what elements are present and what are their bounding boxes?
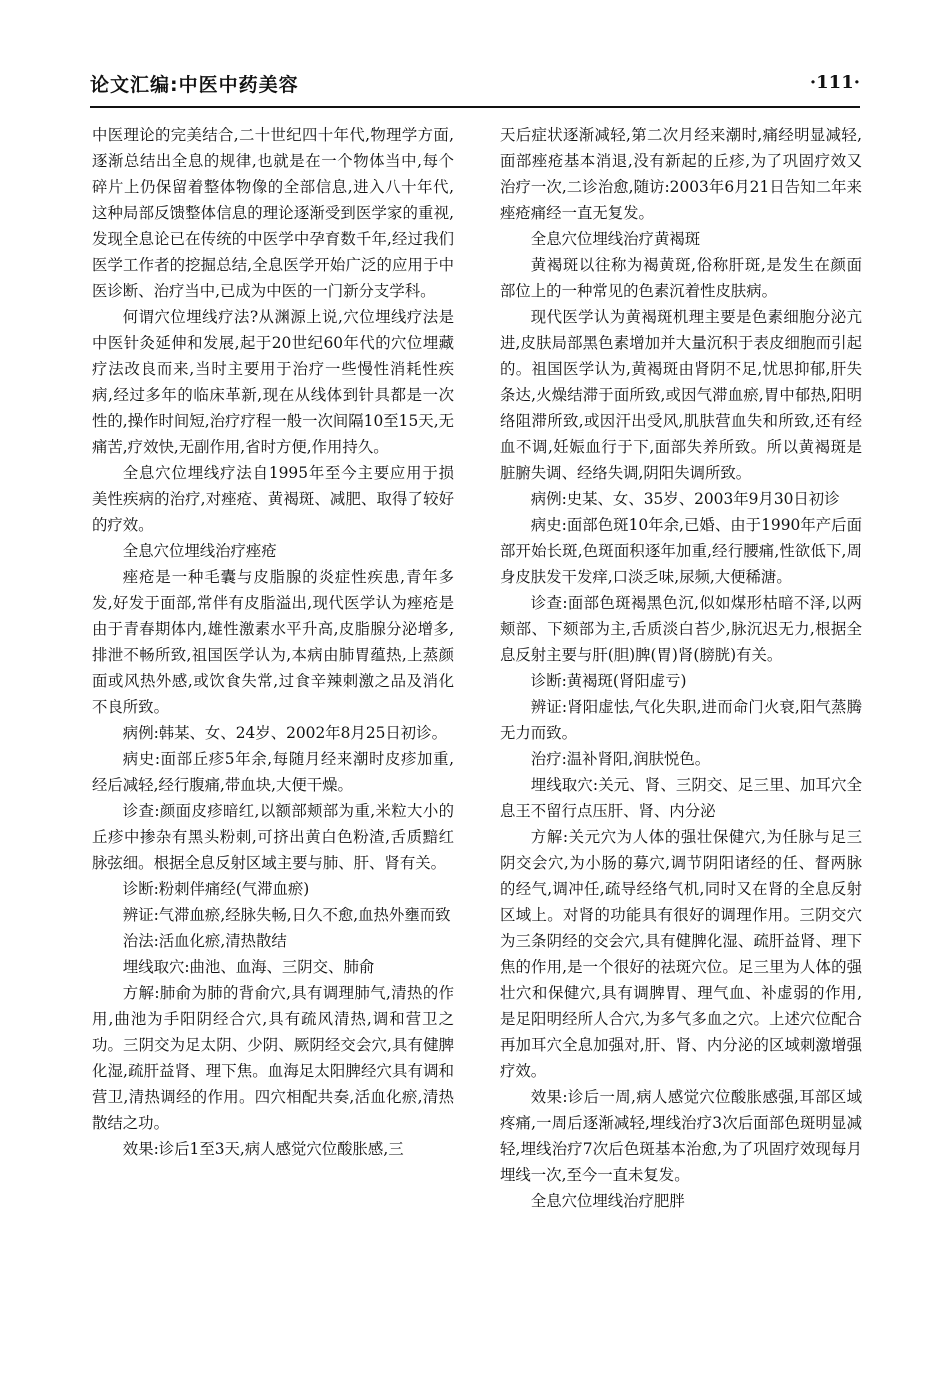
paragraph: 诊查:颜面皮疹暗红,以额部颊部为重,米粒大小的丘疹中掺杂有黑头粉刺,可挤出黄白色粉渣,舌质黯红脉弦细。根据全息反射区域主要与肺、肝、肾有关。 xyxy=(92,802,454,872)
paragraph: 全息穴位埋线疗法自1995年至今主要应用于损美性疾病的治疗,对痤疮、黄褐斑、减肥、取得了较好的疗效。 xyxy=(92,464,454,534)
paragraph: 诊断:黄褐斑(肾阳虚亏) xyxy=(530,672,687,690)
paragraph: 痤疮是一种毛囊与皮脂腺的炎症性疾患,青年多发,好发于面部,常伴有皮脂溢出,现代医学认为痤疮是由于青春期体内,雄性激素水平升高,皮脂腺分泌增多,排泄不畅所致,祖国医学认为,本病由肺胃蕴热,上蒸颜面或风热外感,或饮食失常,过食辛辣刺激之品及消化不良所致。 xyxy=(92,568,454,716)
paragraph: 何谓穴位埋线疗法?从渊源上说,穴位埋线疗法是中医针灸延伸和发展,起于20世纪60年代的穴位埋藏疗法改良而来,当时主要用于治疗一些慢性消耗性疾病,经过多年的临床革新,现在从线体到针具都是一次性的,操作时间短,治疗疗程一般一次间隔10至15天,无痛苦,疗效快,无副作用,省时方便,作用持久。 xyxy=(92,308,454,456)
paragraph: 方解:肺俞为肺的背俞穴,具有调理肺气,清热的作用,曲池为手阳阴经合穴,具有疏风清热,调和营卫之功。三阴交为足太阴、少阴、厥阴经交会穴,具有健脾化湿,疏肝益肾、理下焦。血海足太阳脾经穴具有调和营卫,清热调经的作用。四穴相配共奏,活血化瘀,清热散结之功。 xyxy=(92,984,454,1132)
paragraph: 方解:关元穴为人体的强壮保健穴,为任脉与足三阴交会穴,为小肠的募穴,调节阴阳诸经的任、督两脉的经气,调冲任,疏导经络气机,同时又在肾的全息反射区域上。对肾的功能具有很好的调理作用。三阴交穴为三条阴经的交会穴,具有健脾化湿、疏肝益肾、理下焦的作用,是一个很好的祛斑穴位。足三里为人体的强壮穴和保健穴,具有调脾胃、理气血、补虚弱的作用,是足阳明经所人合穴,为多气多血之穴。上述穴位配合再加耳穴全息加强对,肝、肾、内分泌的区域刺激增强疗效。 xyxy=(500,828,862,1080)
paragraph: 病例:史某、女、35岁、2003年9月30日初诊 xyxy=(530,490,840,508)
paragraph: 病例:韩某、女、24岁、2002年8月25日初诊。 xyxy=(122,724,447,742)
paragraph: 诊查:面部色斑褐黑色沉,似如煤形枯暗不泽,以两颊部、下颏部为主,舌质淡白苔少,脉沉迟无力,根据全息反射主要与肝(胆)脾(胃)肾(膀胱)有关。 xyxy=(500,594,862,664)
paragraph: 效果:诊后1至3天,病人感觉穴位酸胀感,三 xyxy=(122,1140,404,1158)
paragraph: 现代医学认为黄褐斑机理主要是色素细胞分泌亢进,皮肤局部黑色素增加并大量沉积于表皮细胞而引起的。祖国医学认为,黄褐斑由肾阴不足,忧思抑郁,肝失条达,火燥结滞于面所致,或因气滞血瘀,胃中郁热,阳明络阻滞所致,或因汗出受风,肌肤营血失和所致,还有经血不调,妊娠血行于下,面部失养所致。所以黄褐斑是脏腑失调、经络失调,阴阳失调所致。 xyxy=(500,308,862,482)
paragraph: 诊断:粉刺伴痛经(气滞血瘀) xyxy=(122,880,310,898)
section-heading: 全息穴位埋线治疗肥胖 xyxy=(530,1192,685,1210)
page-header xyxy=(90,70,860,104)
paragraph: 天后症状逐渐减轻,第二次月经来潮时,痛经明显减轻,面部痤疮基本消退,没有新起的丘疹,为了巩固疗效又治疗一次,二诊治愈,随访:2003年6月21日告知二年来痤疮痛经一直无复发。 xyxy=(500,126,862,222)
paragraph: 埋线取穴:曲池、血海、三阴交、肺俞 xyxy=(122,958,375,976)
paragraph: 病史:面部色斑10年余,已婚、由于1990年产后面部开始长斑,色斑面积逐年加重,经行腰痛,性欲低下,周身皮肤发干发痒,口淡乏味,尿频,大便稀溏。 xyxy=(500,516,862,586)
paragraph: 治疗:温补肾阳,润肤悦色。 xyxy=(530,750,711,768)
section-heading: 全息穴位埋线治疗黄褐斑 xyxy=(530,230,701,248)
paragraph: 辨证:肾阳虚怯,气化失职,进而命门火衰,阳气蒸腾无力而致。 xyxy=(500,698,862,742)
paragraph: 中医理论的完美结合,二十世纪四十年代,物理学方面,逐渐总结出全息的规律,也就是在一个物体当中,每个碎片上仍保留着整体物像的全部信息,进入八十年代,这种局部反馈整体信息的理论逐渐受到医学家的重视,发现全息论已在传统的中医学中孕育数千年,经过我们医学工作者的挖掘总结,全息医学开始广泛的应用于中医诊断、治疗当中,已成为中医的一门新分支学科。 xyxy=(92,126,454,300)
page-number: ·111· xyxy=(809,72,860,93)
section-heading: 全息穴位埋线治疗痤疮 xyxy=(122,542,277,560)
left-column xyxy=(92,122,454,1162)
right-column xyxy=(500,122,862,1214)
paragraph: 效果:诊后一周,病人感觉穴位酸胀感强,耳部区域疼痛,一周后逐渐减轻,埋线治疗3次后面部色斑明显减轻,埋线治疗7次后色斑基本治愈,为了巩固疗效现每月埋线一次,至今一直未复发。 xyxy=(500,1088,862,1184)
paragraph: 黄褐斑以往称为褐黄斑,俗称肝斑,是发生在颜面部位上的一种常见的色素沉着性皮肤病。 xyxy=(500,256,862,300)
paragraph: 治法:活血化瘀,清热散结 xyxy=(122,932,287,950)
header-rule xyxy=(90,106,860,108)
paragraph: 埋线取穴:关元、肾、三阴交、足三里、加耳穴全息王不留行点压肝、肾、内分泌 xyxy=(500,776,862,820)
journal-title: 论文汇编:中医中药美容 xyxy=(90,74,299,96)
paragraph: 辨证:气滞血瘀,经脉失畅,日久不愈,血热外壅而致 xyxy=(122,906,451,924)
paragraph: 病史:面部丘疹5年余,每随月经来潮时皮疹加重,经后减轻,经行腹痛,带血块,大便干燥。 xyxy=(92,750,454,794)
